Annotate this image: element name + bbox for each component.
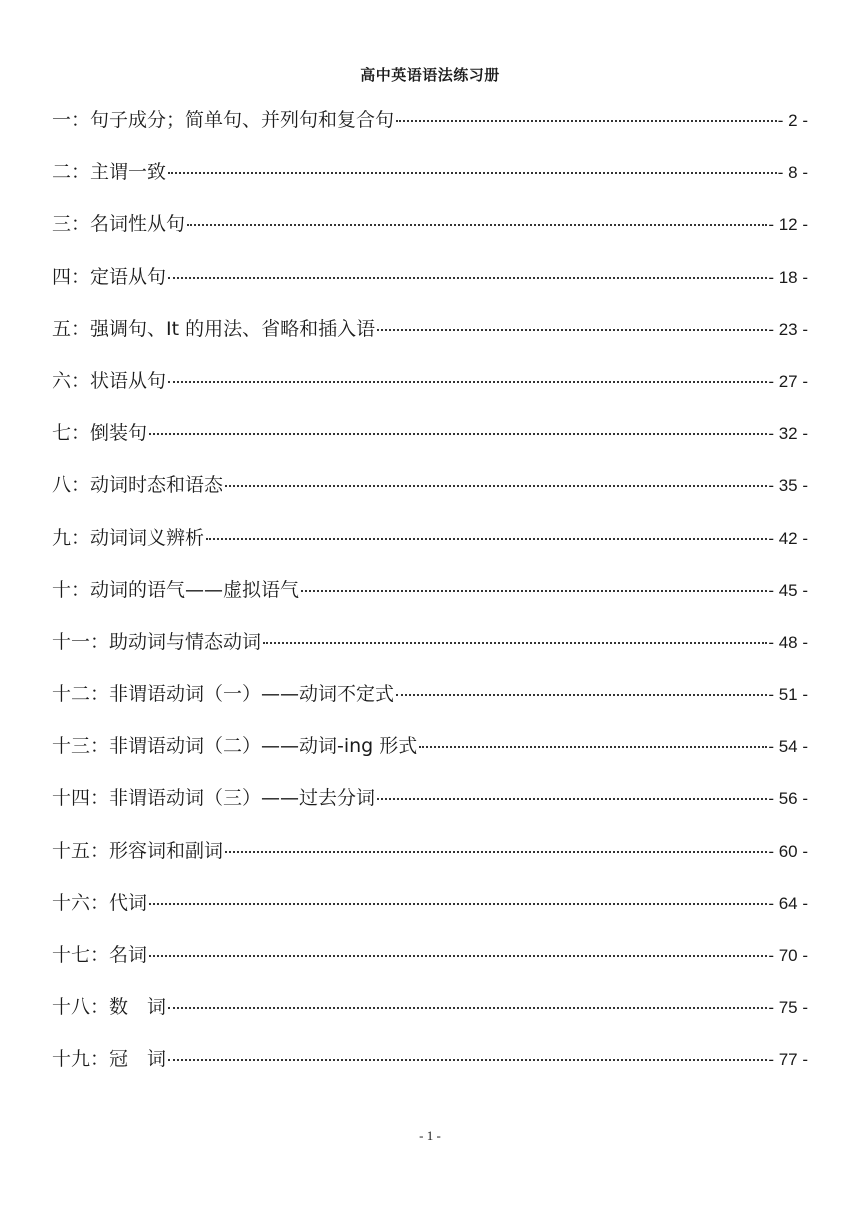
toc-entry-16[interactable] xyxy=(52,883,808,935)
document-title: 高中英语语法练习册 xyxy=(360,66,500,84)
toc-entry-15[interactable] xyxy=(52,831,808,883)
toc-page-number: - 75 - xyxy=(768,998,808,1018)
toc-entry-label: 十四：非谓语动词（三）——过去分词 xyxy=(52,787,376,810)
toc-entry-5[interactable] xyxy=(52,309,808,361)
toc-entry-label: 三：名词性从句 xyxy=(52,213,186,236)
toc-entry-2[interactable] xyxy=(52,152,808,204)
toc-entry-19[interactable] xyxy=(52,1039,808,1091)
toc-page-number: - 56 - xyxy=(768,789,808,809)
toc-dot-leader xyxy=(149,903,767,905)
table-of-contents xyxy=(52,100,808,1092)
toc-entry-label: 十八：数 词 xyxy=(52,996,167,1019)
toc-entry-label: 二：主谓一致 xyxy=(52,161,167,184)
toc-page-number: - 51 - xyxy=(768,685,808,705)
toc-dot-leader xyxy=(168,1007,767,1009)
toc-dot-leader xyxy=(396,694,767,696)
toc-dot-leader xyxy=(377,798,767,800)
toc-dot-leader xyxy=(168,172,777,174)
toc-page-number: - 60 - xyxy=(768,841,808,861)
toc-page-number: - 8 - xyxy=(777,163,808,183)
toc-entry-label: 十三：非谓语动词（二）——动词-ing 形式 xyxy=(52,735,418,758)
toc-entry-label: 十六：代词 xyxy=(52,891,148,914)
toc-entry-label: 九：动词词义辨析 xyxy=(52,526,205,549)
toc-entry-label: 十五：形容词和副词 xyxy=(52,839,224,862)
toc-entry-label: 十：动词的语气——虚拟语气 xyxy=(52,578,300,601)
toc-entry-13[interactable] xyxy=(52,726,808,778)
toc-entry-label: 六：状语从句 xyxy=(52,369,167,392)
toc-page-number: - 12 - xyxy=(768,215,808,235)
toc-dot-leader xyxy=(419,746,767,748)
toc-page-number: - 42 - xyxy=(768,528,808,548)
toc-page-number: - 35 - xyxy=(768,476,808,496)
toc-entry-label: 一：句子成分；简单句、并列句和复合句 xyxy=(52,109,395,131)
page-footer-number: - 1 - xyxy=(419,1128,441,1143)
toc-dot-leader xyxy=(168,1059,767,1061)
toc-page-number: - 48 - xyxy=(768,632,808,652)
toc-page-number: - 77 - xyxy=(768,1050,808,1070)
toc-entry-label: 七：倒装句 xyxy=(52,422,148,445)
toc-entry-1[interactable] xyxy=(52,100,808,152)
toc-entry-label: 五：强调句、It 的用法、省略和插入语 xyxy=(52,317,376,340)
toc-dot-leader xyxy=(396,120,777,122)
toc-entry-label: 四：定语从句 xyxy=(52,265,167,288)
toc-entry-7[interactable] xyxy=(52,413,808,465)
toc-dot-leader xyxy=(301,590,767,592)
toc-page-number: - 2 - xyxy=(777,111,808,130)
toc-dot-leader xyxy=(225,851,767,853)
toc-dot-leader xyxy=(206,538,767,540)
toc-dot-leader xyxy=(168,277,767,279)
toc-entry-11[interactable] xyxy=(52,622,808,674)
toc-entry-6[interactable] xyxy=(52,361,808,413)
toc-entry-18[interactable] xyxy=(52,987,808,1039)
toc-entry-10[interactable] xyxy=(52,570,808,622)
toc-dot-leader xyxy=(263,642,767,644)
toc-page-number: - 54 - xyxy=(768,737,808,757)
toc-entry-17[interactable] xyxy=(52,935,808,987)
toc-entry-label: 十二：非谓语动词（一）——动词不定式 xyxy=(52,683,395,706)
toc-page-number: - 45 - xyxy=(768,580,808,600)
toc-dot-leader xyxy=(168,381,767,383)
toc-entry-4[interactable] xyxy=(52,257,808,309)
toc-entry-label: 十一：助动词与情态动词 xyxy=(52,630,262,653)
toc-dot-leader xyxy=(225,485,767,487)
toc-entry-8[interactable] xyxy=(52,465,808,517)
toc-page-number: - 18 - xyxy=(768,267,808,287)
toc-entry-label: 十九：冠 词 xyxy=(52,1048,167,1071)
toc-entry-3[interactable] xyxy=(52,204,808,256)
toc-entry-9[interactable] xyxy=(52,518,808,570)
toc-dot-leader xyxy=(187,224,767,226)
toc-page-number: - 32 - xyxy=(768,424,808,444)
toc-entry-12[interactable] xyxy=(52,674,808,726)
toc-page-number: - 64 - xyxy=(768,893,808,913)
toc-page-number: - 27 - xyxy=(768,371,808,391)
toc-page-number: - 23 - xyxy=(768,319,808,339)
toc-entry-label: 八：动词时态和语态 xyxy=(52,474,224,497)
toc-dot-leader xyxy=(149,955,767,957)
toc-entry-14[interactable] xyxy=(52,778,808,830)
toc-dot-leader xyxy=(149,433,767,435)
toc-entry-label: 十七：名词 xyxy=(52,944,148,966)
toc-dot-leader xyxy=(377,329,767,331)
toc-page-number: - 70 - xyxy=(768,946,808,965)
